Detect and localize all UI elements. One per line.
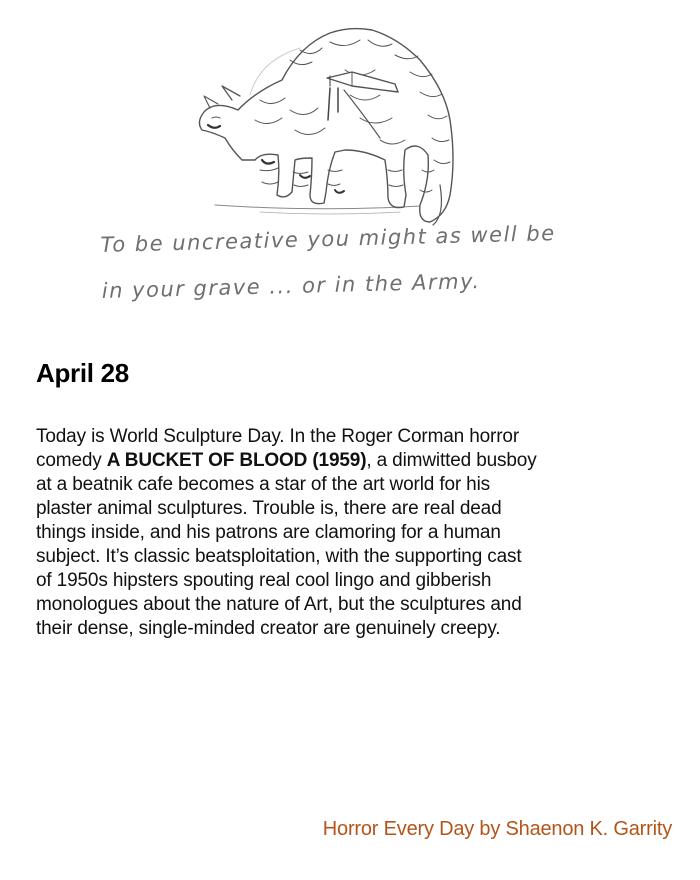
description-line: comedy A BUCKET OF BLOOD (1959), a dimwitted busboy xyxy=(36,450,537,471)
caption-line: To be uncreative you might as well be xyxy=(100,221,556,257)
description-line: things inside, and his patrons are clamoring for a human xyxy=(36,522,501,543)
description-line: at a beatnik cafe becomes a star of the art world for his xyxy=(36,474,491,495)
description-line: their dense, single-minded creator are genuinely creepy. xyxy=(36,618,501,639)
description-line: of 1950s hipsters spouting real cool lingo and gibberish xyxy=(36,570,492,591)
description-line: plaster animal sculptures. Trouble is, there are real dead xyxy=(36,498,502,519)
entry-date: April 28 xyxy=(36,358,129,388)
author-credit: Horror Every Day by Shaenon K. Garrity xyxy=(322,818,672,840)
cat-sculpture-drawing xyxy=(0,0,700,345)
drawing-caption xyxy=(100,210,572,314)
description-line: monologues about the nature of Art, but the sculptures and xyxy=(36,594,522,615)
movie-title: A BUCKET OF BLOOD (1959) xyxy=(106,450,367,471)
description-line: subject. It’s classic beatsploitation, with the supporting cast xyxy=(36,546,522,567)
caption-line: in your grave ... or in the Army. xyxy=(101,269,481,303)
entry-description xyxy=(36,425,636,641)
description-line: Today is World Sculpture Day. In the Roger Corman horror xyxy=(36,426,519,447)
